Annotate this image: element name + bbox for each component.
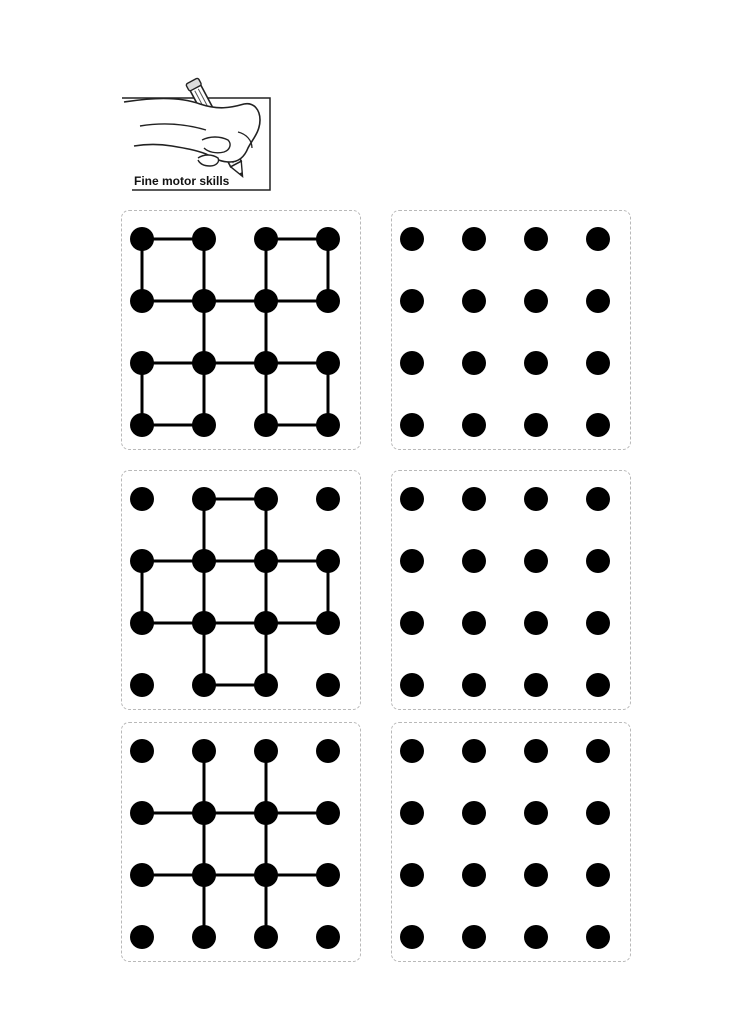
grid-dot [254, 863, 278, 887]
grid-dot [524, 611, 548, 635]
grid-dot [462, 801, 486, 825]
grid-dot [400, 487, 424, 511]
grid-dot [524, 549, 548, 573]
grid-dot [524, 673, 548, 697]
grid-dot [586, 863, 610, 887]
worksheet-label: Fine motor skills [134, 174, 230, 188]
grid-dot [586, 227, 610, 251]
grid-dot [130, 611, 154, 635]
grid-dot [586, 673, 610, 697]
grid-dot [130, 863, 154, 887]
example-pattern-2 [121, 470, 361, 710]
grid-dot [316, 673, 340, 697]
grid-dot [254, 487, 278, 511]
grid-dot [316, 227, 340, 251]
grid-dot [192, 351, 216, 375]
practice-grid-2 [391, 470, 631, 710]
grid-dot [254, 413, 278, 437]
grid-dot [192, 289, 216, 313]
grid-dot [400, 801, 424, 825]
practice-grid-3 [391, 722, 631, 962]
grid-dot [524, 925, 548, 949]
grid-dot [462, 549, 486, 573]
grid-dot [254, 925, 278, 949]
grid-dot [192, 227, 216, 251]
grid-dot [130, 925, 154, 949]
grid-dot [130, 227, 154, 251]
grid-dot [254, 351, 278, 375]
grid-dot [524, 801, 548, 825]
grid-dot [400, 611, 424, 635]
grid-dot [316, 611, 340, 635]
grid-dot [130, 801, 154, 825]
grid-dot [524, 863, 548, 887]
grid-dot [462, 351, 486, 375]
grid-dot [254, 801, 278, 825]
grid-dot [316, 351, 340, 375]
grid-dot [316, 925, 340, 949]
grid-dot [130, 549, 154, 573]
grid-dot [586, 487, 610, 511]
grid-dot [400, 673, 424, 697]
grid-dot [524, 739, 548, 763]
grid-dot [400, 863, 424, 887]
grid-dot [524, 289, 548, 313]
grid-dot [192, 611, 216, 635]
grid-dot [400, 739, 424, 763]
grid-dot [586, 925, 610, 949]
grid-dot [524, 227, 548, 251]
grid-dot [400, 289, 424, 313]
grid-dot [130, 351, 154, 375]
grid-dot [400, 925, 424, 949]
grid-dot [192, 487, 216, 511]
grid-dot [462, 739, 486, 763]
grid-dot [462, 611, 486, 635]
grid-dot [524, 351, 548, 375]
grid-dot [254, 739, 278, 763]
grid-dot [586, 549, 610, 573]
example-pattern-3 [121, 722, 361, 962]
grid-dot [316, 739, 340, 763]
grid-dot [400, 351, 424, 375]
grid-dot [586, 289, 610, 313]
grid-dot [586, 611, 610, 635]
grid-dot [462, 289, 486, 313]
grid-dot [316, 487, 340, 511]
grid-dot [462, 925, 486, 949]
grid-dot [586, 801, 610, 825]
grid-dot [130, 673, 154, 697]
practice-grid-1 [391, 210, 631, 450]
fine-motor-skills-logo [120, 74, 272, 192]
grid-dot [254, 611, 278, 635]
grid-dot [462, 413, 486, 437]
grid-dot [192, 413, 216, 437]
grid-dot [316, 413, 340, 437]
grid-dot [462, 863, 486, 887]
grid-dot [254, 289, 278, 313]
grid-dot [316, 863, 340, 887]
grid-dot [586, 351, 610, 375]
grid-dot [254, 673, 278, 697]
grid-dot [586, 739, 610, 763]
grid-dot [254, 549, 278, 573]
grid-dot [192, 673, 216, 697]
grid-dot [192, 549, 216, 573]
grid-dot [316, 801, 340, 825]
grid-dot [586, 413, 610, 437]
grid-dot [400, 549, 424, 573]
grid-dot [192, 925, 216, 949]
grid-dot [462, 487, 486, 511]
grid-dot [316, 289, 340, 313]
example-pattern-1 [121, 210, 361, 450]
grid-dot [192, 863, 216, 887]
grid-dot [400, 413, 424, 437]
grid-dot [254, 227, 278, 251]
grid-dot [192, 801, 216, 825]
grid-dot [130, 413, 154, 437]
grid-dot [192, 739, 216, 763]
grid-dot [462, 673, 486, 697]
grid-dot [130, 289, 154, 313]
grid-dot [400, 227, 424, 251]
grid-dot [130, 487, 154, 511]
grid-dot [524, 487, 548, 511]
grid-dot [462, 227, 486, 251]
grid-dot [130, 739, 154, 763]
grid-dot [524, 413, 548, 437]
grid-dot [316, 549, 340, 573]
